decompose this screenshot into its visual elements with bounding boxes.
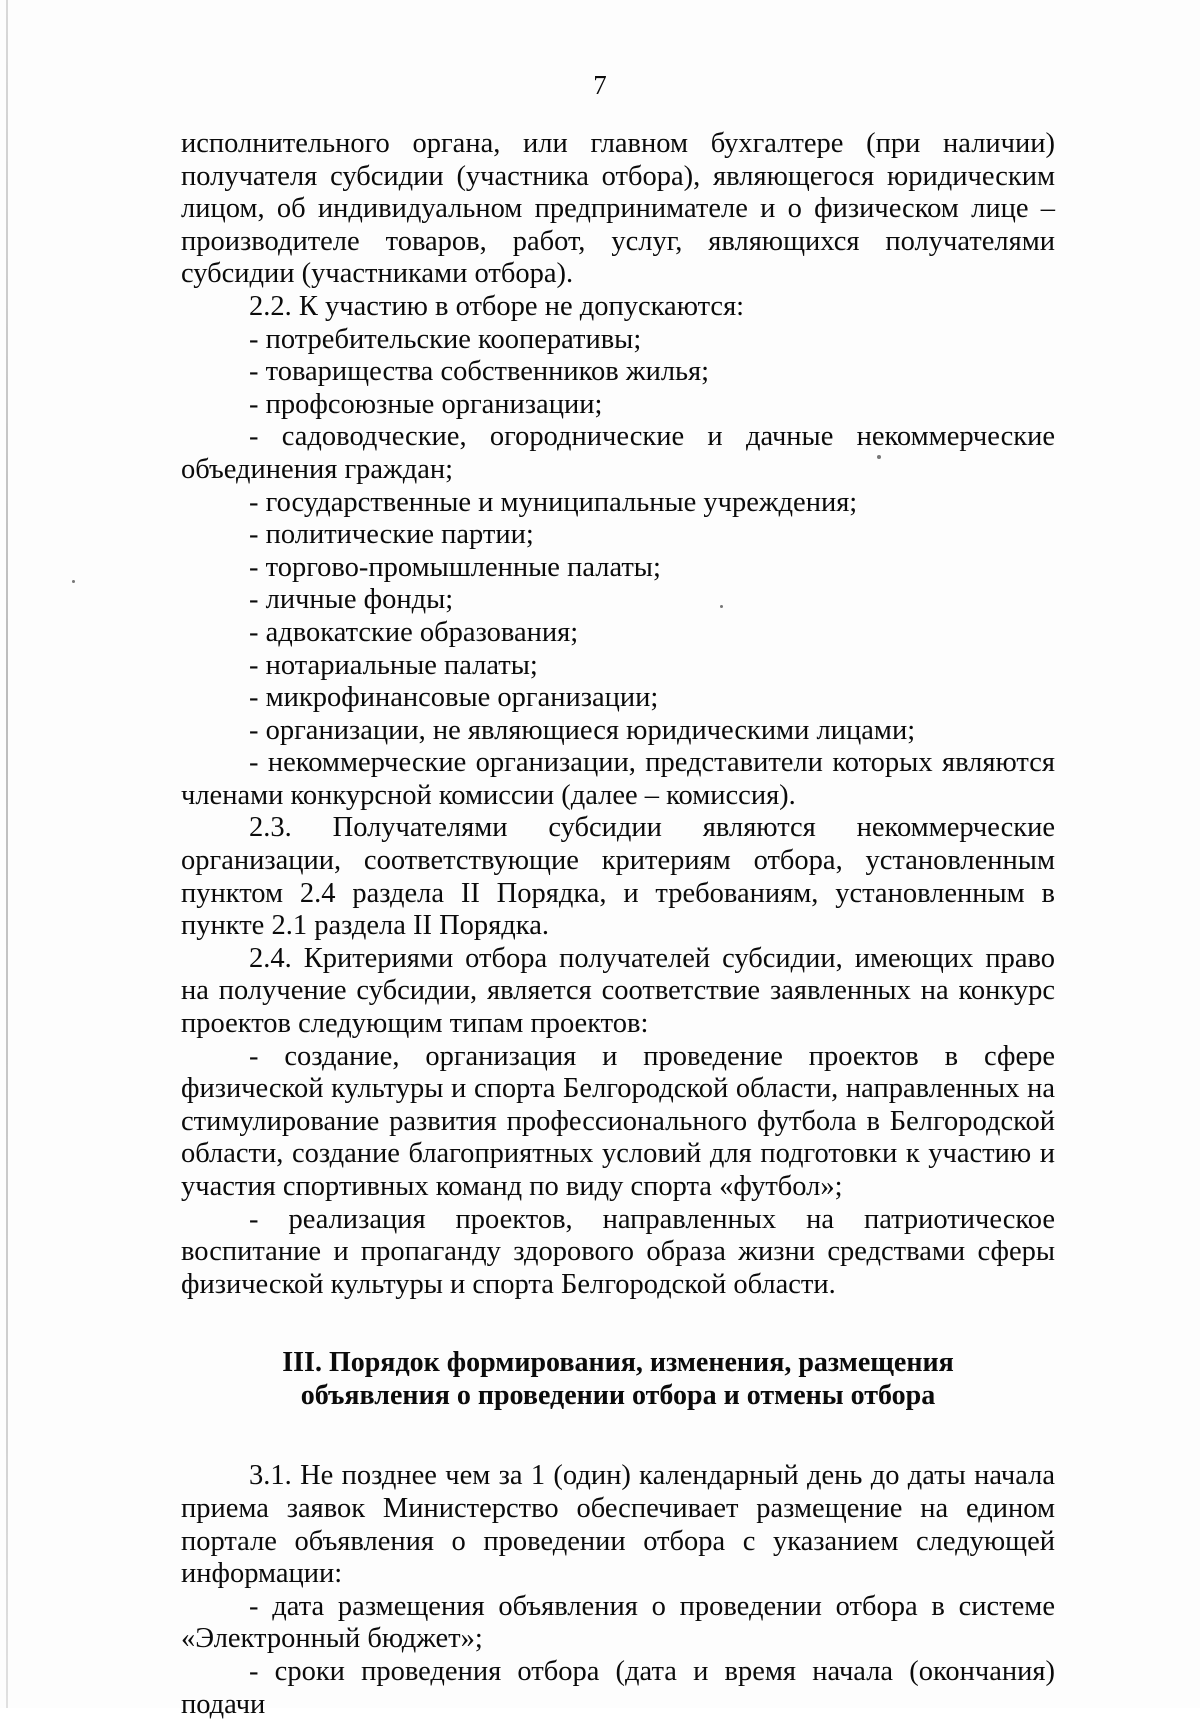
excluded-item: - садоводческие, огороднические и дачные некоммерческие объединения граждан; xyxy=(181,421,1055,485)
excluded-item: - товарищества собственников жилья; xyxy=(249,356,710,388)
excluded-item: - адвокатские образования; xyxy=(249,616,579,648)
section-heading-line-1: III. Порядок формирования, изменения, размещения xyxy=(282,1347,954,1379)
scan-edge-shadow xyxy=(6,0,8,1708)
clause-2-3: 2.3. Получателями субсидии являются некоммерческие организации, соответствующие критериям отбора, установленным пунктом 2.4 раздела II Порядка, и требованиям, установленным в пункте 2.1 раздела II Порядка. xyxy=(181,812,1055,942)
excluded-item: - государственные и муниципальные учреждения; xyxy=(249,486,858,518)
excluded-item: - торгово-промышленные палаты; xyxy=(249,551,661,583)
excluded-item: - некоммерческие организации, представители которых являются членами конкурсной комиссии (далее – комиссия). xyxy=(181,747,1055,811)
excluded-item: - личные фонды; xyxy=(249,584,454,616)
page-number: 7 xyxy=(593,70,607,100)
excluded-item: - микрофинансовые организации; xyxy=(249,682,659,714)
section-heading-line-2: объявления о проведении отбора и отмены отбора xyxy=(300,1380,936,1412)
announcement-info-item: - сроки проведения отбора (дата и время начала (окончания) подачи xyxy=(181,1655,1055,1720)
project-type-item: - реализация проектов, направленных на патриотическое воспитание и пропаганду здорового образа жизни средствами сферы физической культуры и спорта Белгородской области. xyxy=(181,1203,1055,1300)
announcement-info-item: - дата размещения объявления о проведении отбора в системе «Электронный бюджет»; xyxy=(181,1590,1055,1655)
clause-2-4: 2.4. Критериями отбора получателей субсидии, имеющих право на получение субсидии, является соответствие заявленных на конкурс проектов следующим типам проектов: xyxy=(181,942,1055,1040)
project-type-item: - создание, организация и проведение проектов в сфере физической культуры и спорта Белгородской области, направленных на стимулирование развития профессионального футбола в Белгородской области, создание благоприятных условий для подготовки к участию и участия спортивных команд по виду спорта «футбол»; xyxy=(181,1040,1055,1202)
scan-speck xyxy=(72,580,75,583)
section-heading xyxy=(181,1346,1055,1412)
clause-2-2: 2.2. К участию в отборе не допускаются: xyxy=(249,290,745,322)
excluded-item: - нотариальные палаты; xyxy=(249,649,538,681)
paragraph-continuation: исполнительного органа, или главном бухгалтере (при наличии) получателя субсидии (участника отбора), являющегося юридическим лицом, об индивидуальном предпринимателе и о физическом лице – производителе товаров, работ, услуг, являющихся получателями субсидии (участниками отбора). xyxy=(181,128,1055,290)
excluded-item: - организации, не являющиеся юридическими лицами; xyxy=(249,714,916,746)
document-body xyxy=(181,128,1055,1721)
clause-3-1: 3.1. Не позднее чем за 1 (один) календарный день до даты начала приема заявок Министерство обеспечивает размещение на едином портале объявления о проведении отбора с указанием следующей информации: xyxy=(181,1460,1055,1590)
excluded-item: - профсоюзные организации; xyxy=(249,388,603,420)
excluded-item: - политические партии; xyxy=(249,519,534,551)
excluded-item: - потребительские кооперативы; xyxy=(249,323,642,355)
